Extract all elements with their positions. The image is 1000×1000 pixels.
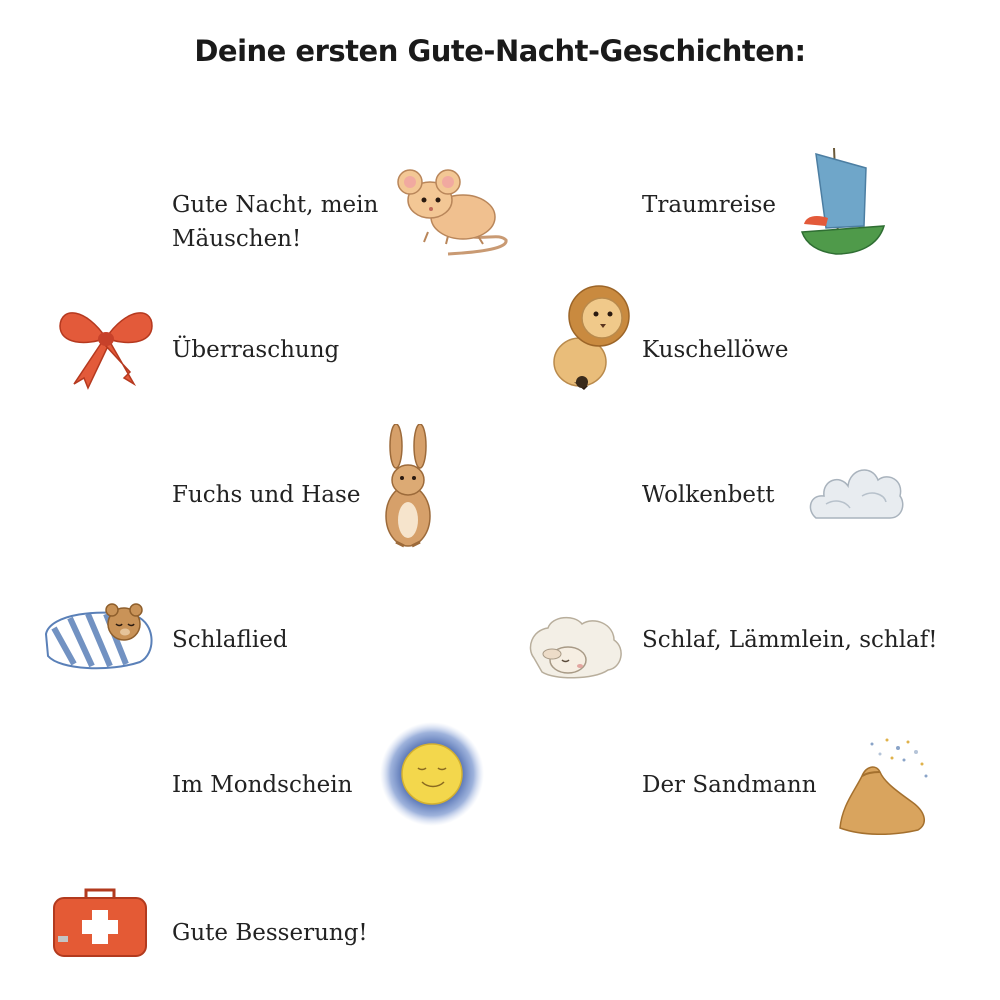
story-ueberraschung: Überraschung xyxy=(172,337,340,363)
story-title-line-2: Mäuschen! xyxy=(172,226,302,252)
page-title: Deine ersten Gute-Nacht-Geschichten: xyxy=(194,34,806,68)
story-gute-nacht-maeuschen xyxy=(172,188,378,256)
story-traumreise: Traumreise xyxy=(642,192,777,218)
cloud-icon xyxy=(806,446,906,526)
story-schlaf-laemmlein-schlaf: Schlaf, Lämmlein, schlaf! xyxy=(642,627,938,653)
moon-icon xyxy=(380,722,484,826)
story-wolkenbett: Wolkenbett xyxy=(642,482,775,508)
hare-icon xyxy=(378,424,438,548)
story-title-line-1: Gute Nacht, mein xyxy=(172,192,379,218)
sailboat-icon xyxy=(796,146,886,258)
sand-bag-icon xyxy=(832,736,932,836)
story-fuchs-und-hase: Fuchs und Hase xyxy=(172,482,361,508)
sleeping-lamb-icon xyxy=(524,608,628,682)
lion-icon xyxy=(544,282,634,392)
ribbon-bow-icon xyxy=(56,298,156,390)
story-gute-besserung: Gute Besserung! xyxy=(172,920,368,946)
first-aid-kit-icon xyxy=(48,882,152,962)
sleeping-teddy-icon xyxy=(40,594,160,674)
mouse-icon xyxy=(388,162,513,262)
story-im-mondschein: Im Mondschein xyxy=(172,772,353,798)
story-kuschelloewe: Kuschellöwe xyxy=(642,337,789,363)
story-der-sandmann: Der Sandmann xyxy=(642,772,817,798)
story-schlaflied: Schlaflied xyxy=(172,627,288,653)
